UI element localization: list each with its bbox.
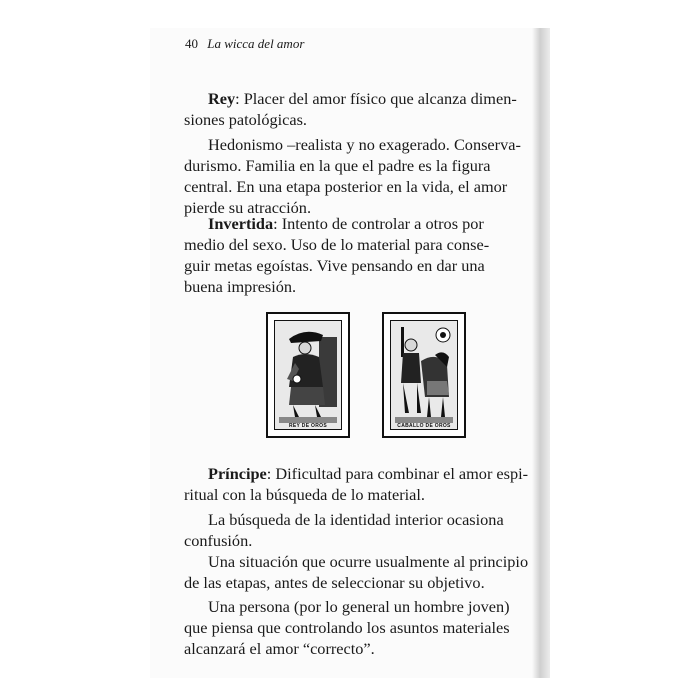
text-line: ritual con la búsqueda de lo material. (184, 485, 425, 504)
text-line: siones patológicas. (184, 110, 307, 129)
page-gutter-shadow (532, 28, 550, 678)
book-title: La wicca del amor (207, 36, 305, 51)
term-rey: Rey (208, 89, 236, 108)
paragraph-rey (184, 88, 532, 130)
card-illustration (390, 320, 458, 430)
text-line: guir metas egoístas. Vive pensando en dar una (184, 256, 485, 275)
text-line: Invertida: Intento de controlar a otros por (208, 214, 484, 233)
term-invertida: Invertida (208, 214, 274, 233)
paragraph-rey-description (184, 134, 532, 218)
text-line: Rey: Placer del amor físico que alcanza dimen- (208, 89, 517, 108)
text-line: Príncipe: Dificultad para combinar el amor espi- (208, 464, 529, 483)
page-number: 40 (185, 36, 198, 51)
knight-figure-illustration (391, 321, 457, 429)
text-line: alcanzará el amor “correcto”. (184, 639, 375, 658)
text-line: que piensa que controlando los asuntos materiales (184, 618, 510, 637)
text-line: La búsqueda de la identidad interior ocasiona (208, 510, 504, 529)
text-line: durismo. Familia en la que el padre es la figura (184, 156, 491, 175)
card-caption: REY DE OROS (289, 423, 327, 429)
term-principe: Príncipe (208, 464, 267, 483)
text-line: buena impresión. (184, 277, 297, 296)
text-line: de las etapas, antes de seleccionar su objetivo. (184, 573, 485, 592)
tarot-card-knight-of-coins (382, 312, 466, 438)
text-line: Una persona (por lo general un hombre joven) (208, 597, 510, 616)
card-caption: CABALLO DE OROS (397, 423, 451, 429)
paragraph-principe-4 (184, 596, 532, 659)
paragraph-principe (184, 463, 532, 505)
text-line: pierde su atracción. (184, 198, 312, 217)
tarot-card-king-of-coins (266, 312, 350, 438)
text-line: medio del sexo. Uso de lo material para conse- (184, 235, 490, 254)
text-line: central. En una etapa posterior en la vida, el amor (184, 177, 508, 196)
card-illustration (274, 320, 342, 430)
paragraph-invertida (184, 213, 532, 297)
king-figure-illustration (275, 321, 341, 429)
paragraph-principe-3 (184, 551, 532, 593)
text-line: Hedonismo –realista y no exagerado. Conserva- (208, 135, 521, 154)
running-header (185, 36, 304, 52)
text-line: confusión. (184, 531, 253, 550)
text-line: Una situación que ocurre usualmente al principio (208, 552, 529, 571)
paragraph-principe-2 (184, 509, 532, 551)
